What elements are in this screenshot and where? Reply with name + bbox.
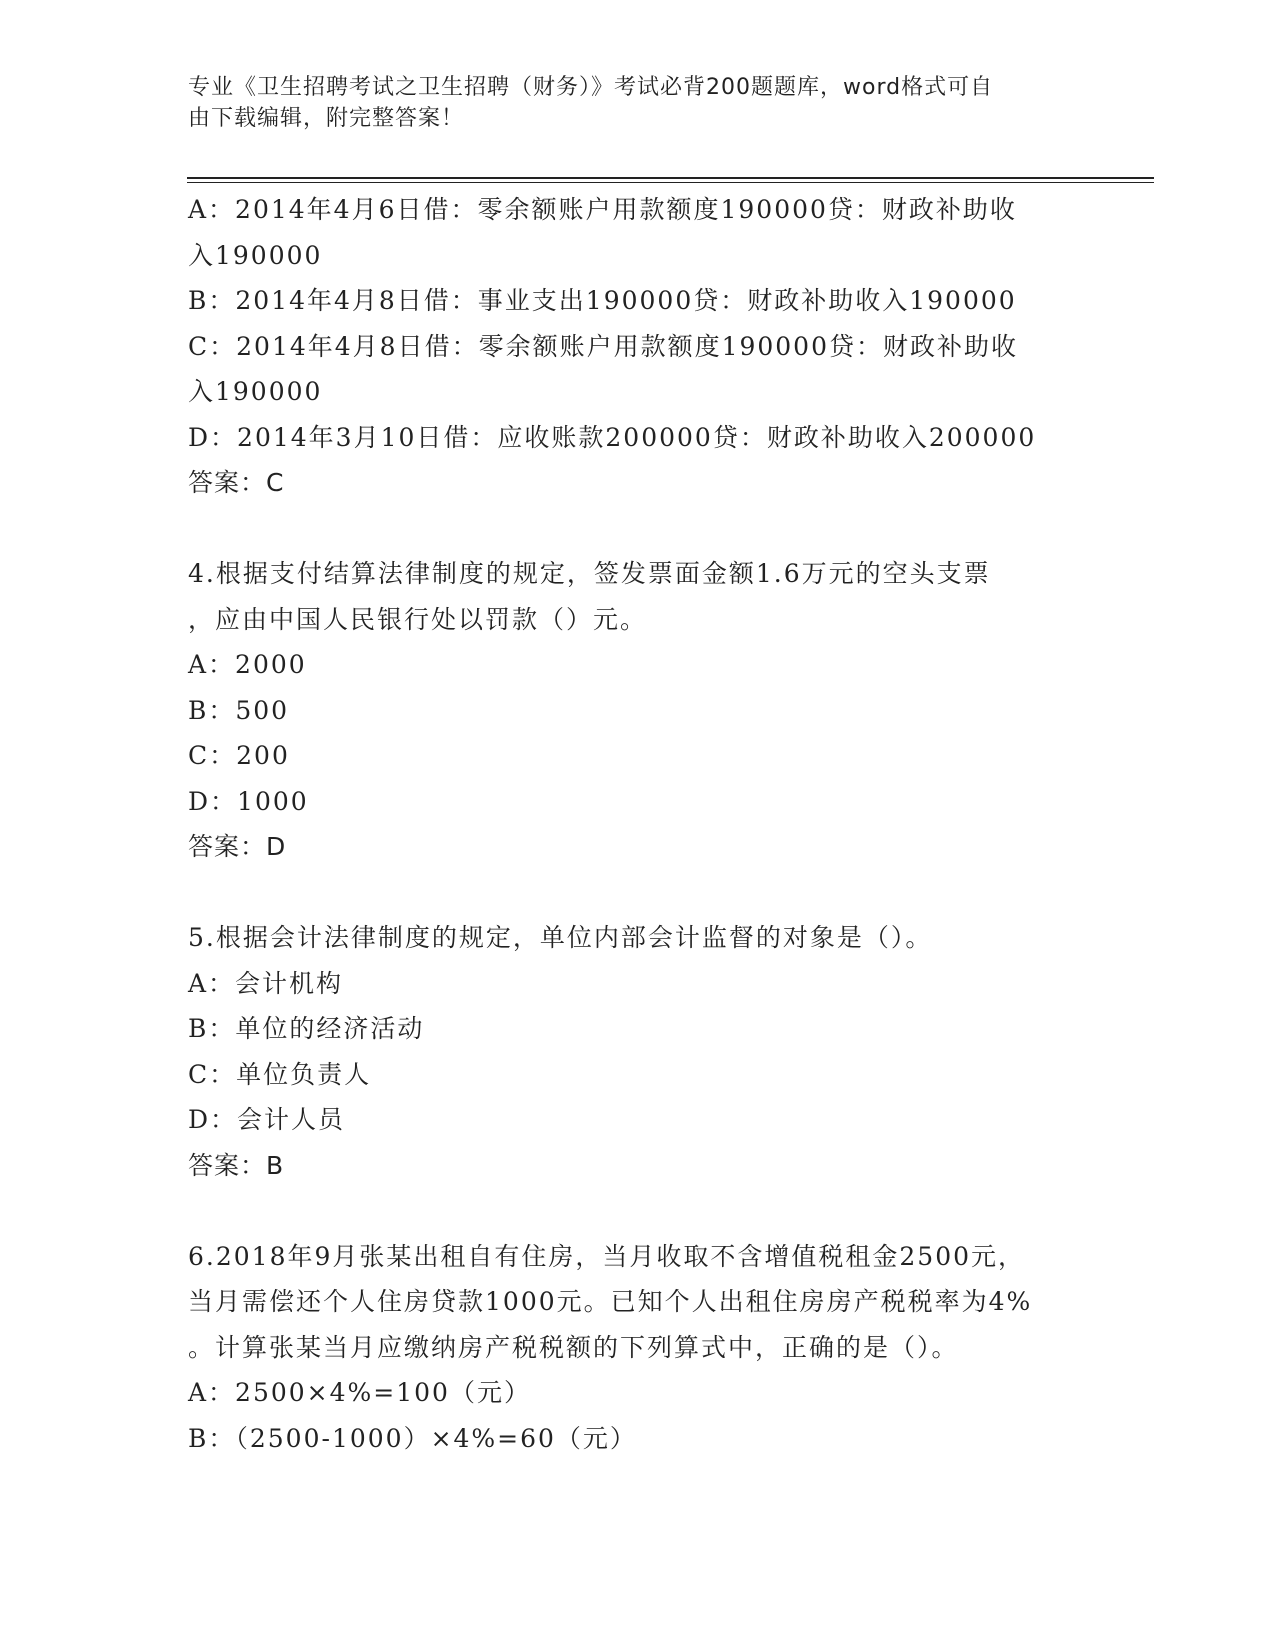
header-line-2: 由下载编辑，附完整答案！ — [188, 106, 465, 131]
q3-option-c-line-2: 入190000 — [188, 377, 323, 406]
q6-option-a: A：2500×4%=100（元） — [188, 1378, 531, 1407]
q4-option-a: A：2000 — [188, 650, 307, 679]
q5-option-a: A：会计机构 — [188, 968, 344, 998]
q6-stem-line-1: 6.2018年9月张某出租自有住房，当月收取不含增值税租金2500元， — [188, 1241, 1026, 1271]
q6-option-b: B：（2500-1000）×4%=60（元） — [188, 1423, 637, 1453]
spacer — [188, 506, 1088, 552]
spacer — [188, 870, 1088, 916]
q3-option-a-line-1: A：2014年4月6日借：零余额账户用款额度190000贷：财政补助收 — [188, 195, 1017, 224]
question-5-block — [188, 915, 1088, 1188]
header-divider-thick — [187, 177, 1154, 179]
q6-stem-line-3: 。计算张某当月应缴纳房产税税额的下列算式中，正确的是（）。 — [188, 1332, 959, 1362]
q5-stem: 5.根据会计法律制度的规定，单位内部会计监督的对象是（）。 — [188, 923, 933, 952]
q3-option-a-line-2: 入190000 — [188, 240, 323, 270]
q3-option-d: D：2014年3月10日借：应收账款200000贷：财政补助收入200000 — [188, 422, 1037, 452]
q4-option-c: C：200 — [188, 741, 290, 770]
q3-answer: 答案：C — [188, 468, 285, 497]
q3-option-b: B：2014年4月8日借：事业支出190000贷：财政补助收入190000 — [188, 286, 1017, 315]
header-line-1: 专业《卫生招聘考试之卫生招聘（财务）》考试必背200题题库，word格式可自 — [188, 75, 994, 100]
q4-option-d: D：1000 — [188, 786, 309, 816]
q5-option-c: C：单位负责人 — [188, 1059, 372, 1089]
q4-stem-line-2: ，应由中国人民银行处以罚款（）元。 — [188, 604, 648, 634]
q6-stem-line-2: 当月需偿还个人住房贷款1000元。已知个人出租住房房产税税率为4% — [188, 1287, 1033, 1316]
question-4-block — [188, 551, 1088, 870]
q3-option-c-line-1: C：2014年4月8日借：零余额账户用款额度190000贷：财政补助收 — [188, 331, 1018, 361]
document-header — [188, 72, 1088, 134]
q5-option-b: B：单位的经济活动 — [188, 1014, 425, 1043]
q5-option-d: D：会计人员 — [188, 1105, 346, 1134]
question-3-block — [188, 187, 1088, 506]
question-6-block — [188, 1234, 1088, 1462]
q4-option-b: B：500 — [188, 695, 290, 725]
q4-stem-line-1: 4.根据支付结算法律制度的规定，签发票面金额1.6万元的空头支票 — [188, 559, 991, 588]
header-divider-thin — [187, 182, 1154, 183]
q4-answer: 答案：D — [188, 832, 287, 861]
q5-answer: 答案：B — [188, 1150, 285, 1180]
spacer — [188, 1188, 1088, 1234]
question-list — [188, 187, 1088, 1461]
